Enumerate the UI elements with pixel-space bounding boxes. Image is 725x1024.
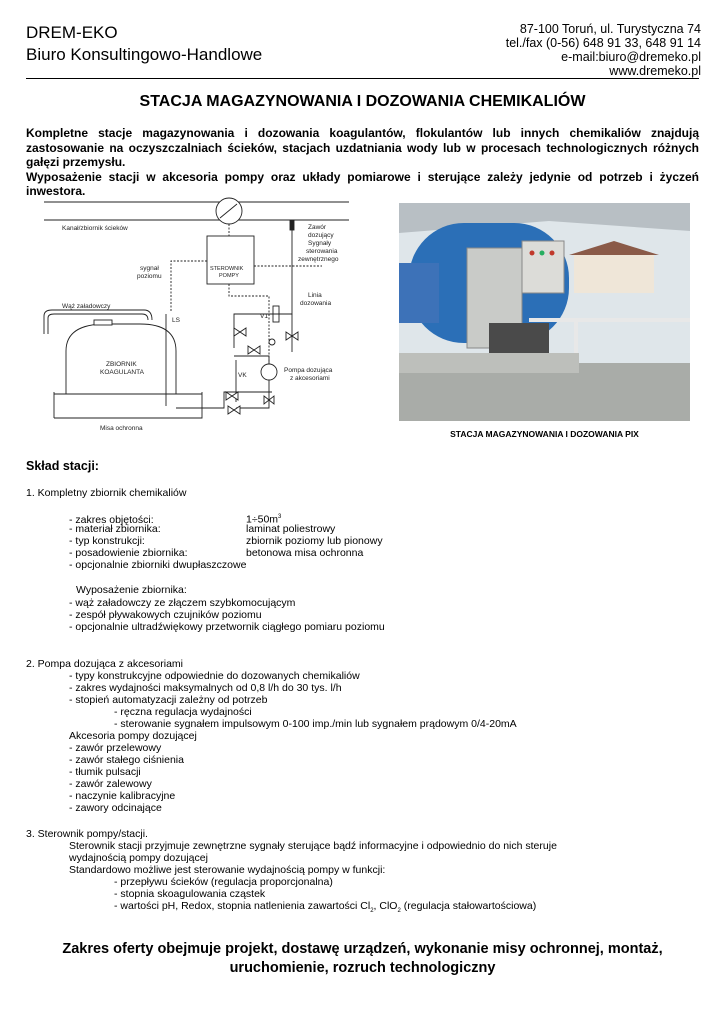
photo-panel-light-1: [530, 251, 535, 256]
tank-manhole: [94, 320, 112, 325]
website: www.dremeko.pl: [609, 64, 701, 78]
section-2-line-2: - zakres wydajności maksymalnych od 0,8 l/h do 30 tys. l/h: [69, 682, 342, 694]
station-diagram: [24, 196, 369, 446]
section-3-line-6-a: - wartości pH, Redox, stopnia natlenienia zawartości Cl: [114, 900, 371, 912]
company-name: [26, 22, 262, 66]
photo-caption: STACJA MAGAZYNOWANIA I DOZOWANIA PIX: [450, 429, 639, 439]
section-2-line-4: - ręczna regulacja wydajności: [114, 706, 252, 718]
label-dosing-2: dozowania: [300, 300, 332, 307]
section-1-row-type: [69, 535, 383, 547]
address: 87-100 Toruń, ul. Turystyczna 74: [519, 22, 701, 36]
photo-panel-light-2: [540, 251, 545, 256]
tank-equipment-3: - opcjonalnie ultradźwiękowy przetwornik ciągłego pomiaru poziomu: [69, 621, 385, 633]
valve-4: [248, 346, 260, 354]
photo-panel-light-3: [550, 251, 555, 256]
footer-line-1: Zakres oferty obejmuje projekt, dostawę urządzeń, wykonanie misy ochronnej, montaż,: [62, 941, 663, 957]
protective-basin: [54, 392, 202, 418]
section-2-line-7: - zawór przelewowy: [69, 742, 162, 754]
photo-railing: [529, 318, 690, 322]
label-tank-2: KOAGULANTA: [100, 369, 144, 376]
signal-line-level: [171, 261, 207, 312]
composition-heading: Skład stacji:: [26, 459, 99, 473]
section-1-row-foundation: [69, 547, 363, 559]
label-controller-1: STEROWNIK: [210, 266, 244, 272]
station-photo: [399, 203, 690, 421]
section-2-line-11: - naczynie kalibracyjne: [69, 790, 176, 802]
label-signal-2: poziomu: [137, 273, 162, 280]
photo-control-panel: [522, 241, 564, 293]
label-basin: Misa ochronna: [100, 425, 143, 432]
section-2-line-8: - zawór stałego ciśnienia: [69, 754, 184, 766]
material-key: - materiał zbiornika:: [69, 523, 161, 535]
section-3-line-1: Sterownik stacji przyjmuje zewnętrzne sygnały sterujące bądź informacyjne i odpowiednio do nich steruje: [69, 840, 557, 852]
section-3-line-4: - przepływu ścieków (regulacja proporcjonalna): [114, 876, 333, 888]
tank-equipment-2: - zespół pływakowych czujników poziomu: [69, 609, 262, 621]
label-pump-1: Pompa dozująca: [284, 367, 333, 374]
section-3-title: 3. Sterownik pompy/stacji.: [26, 828, 148, 840]
label-hose: Wąż załadowczy: [62, 303, 111, 310]
section-2-line-1: - typy konstrukcyjne odpowiednie do dozowanych chemikaliów: [69, 670, 360, 682]
section-3-line-6: [114, 900, 536, 917]
label-signal-1: sygnał: [140, 265, 159, 272]
label-valve-1: Zawór: [308, 224, 327, 231]
section-1-row-material: [69, 523, 335, 535]
label-ls: LS: [172, 317, 180, 324]
company-name-line1: DREM-EKO: [26, 23, 118, 42]
intro: [26, 126, 699, 199]
section-2-line-6: Akcesoria pompy dozującej: [69, 730, 197, 742]
valve-1: [234, 328, 246, 336]
contact-block: [506, 22, 701, 78]
photo-basin-wall: [399, 353, 579, 373]
section-2-line-10: - zawór zalewowy: [69, 778, 152, 790]
valve-6: [226, 392, 238, 400]
tank-equipment-1: - wąż załadowczy ze złączem szybkomocującym: [69, 597, 296, 609]
section-3-line-5: - stopnia skoagulowania cząstek: [114, 888, 266, 900]
clo2-subscript: 2: [397, 908, 401, 915]
section-3-line-6-c: (regulacja stałowartościowa): [400, 900, 537, 912]
section-1-row-double-wall: - opcjonalnie zbiorniki dwupłaszczowe: [69, 559, 247, 571]
dosing-pump: [261, 364, 277, 380]
label-canal: Kanał/zbiornik ścieków: [62, 225, 128, 232]
volume-key: - zakres objętości:: [69, 513, 154, 526]
label-dosing-1: Linia: [308, 292, 322, 299]
label-signals-2: sterowania: [306, 248, 338, 255]
label-tank-1: ZBIORNIK: [106, 361, 137, 368]
label-controller-2: POMPY: [219, 273, 239, 279]
type-value: zbiornik poziomy lub pionowy: [246, 535, 383, 547]
page-title: STACJA MAGAZYNOWANIA I DOZOWANIA CHEMIKALIÓW: [139, 93, 586, 110]
footer-line-2: uruchomienie, rozruch technologiczny: [229, 960, 496, 976]
label-v1: V1: [260, 313, 268, 320]
phone: tel./fax (0-56) 648 91 33, 648 91 14: [505, 36, 701, 50]
label-signals-1: Sygnały: [308, 240, 332, 247]
pulsation-dampener: [269, 339, 275, 345]
section-2-line-3: - stopień automatyzacji zależny od potrzeb: [69, 694, 268, 706]
valve-3: [228, 406, 240, 414]
cl2-subscript: 2: [370, 908, 374, 915]
section-3-line-2: wydajnością pompy dozującej: [69, 852, 208, 864]
section-3-line-3: Standardowo możliwe jest sterowanie wydajnością pompy w funkcji:: [69, 864, 386, 876]
volume-value: 1÷50m: [246, 513, 279, 526]
type-key: - typ konstrukcji:: [69, 535, 145, 547]
label-vk: VK: [238, 372, 247, 379]
company-name-line2: Biuro Konsultingowo-Handlowe: [26, 45, 263, 64]
coagulant-tank: [66, 324, 176, 394]
email: e-mail:biuro@dremeko.pl: [561, 50, 701, 64]
foundation-value: betonowa misa ochronna: [246, 547, 364, 559]
label-signals-3: zewnętrznego: [298, 256, 339, 263]
section-3-line-6-b: , ClO: [373, 900, 398, 912]
offer-footer: [20, 940, 705, 978]
intro-paragraph-2: Wyposażenie stacji w akcesoria pompy oraz układy pomiarowe i sterujące zależy jedynie od potrzeb i życzeń inwestora.: [26, 169, 699, 198]
dosing-valve-stem: [290, 220, 294, 230]
section-2-line-5: - sterowanie sygnałem impulsowym 0-100 imp./min lub sygnałem prądowym 0/4-20mA: [114, 718, 517, 730]
label-pump-2: z akcesoriami: [290, 375, 330, 382]
section-2-line-9: - tłumik pulsacji: [69, 766, 141, 778]
section-1-title: 1. Kompletny zbiornik chemikaliów: [26, 487, 187, 499]
section-2-line-12: - zawory odcinające: [69, 802, 162, 814]
volume-unit-sup: 3: [278, 514, 282, 520]
tank-equipment-title: Wyposażenie zbiornika:: [76, 584, 187, 596]
intro-paragraph-1: Kompletne stacje magazynowania i dozowania koagulantów, flokulantów lub innych chemikaliów znajdują zastosowanie na oczyszczalniach ścieków, stacjach uzdatniania wody lub w procesach technologicznych różnych gałęzi przemysłu.: [26, 126, 699, 169]
header-divider: [26, 78, 699, 79]
label-valve-2: dozujący: [308, 232, 334, 239]
photo-crane: [399, 263, 439, 323]
material-value: laminat poliestrowy: [246, 523, 336, 535]
foundation-key: - posadowienie zbiornika:: [69, 547, 188, 559]
section-2-title: 2. Pompa dozująca z akcesoriami: [26, 658, 183, 670]
pump-discharge: [234, 356, 269, 364]
photo-house: [574, 253, 654, 293]
